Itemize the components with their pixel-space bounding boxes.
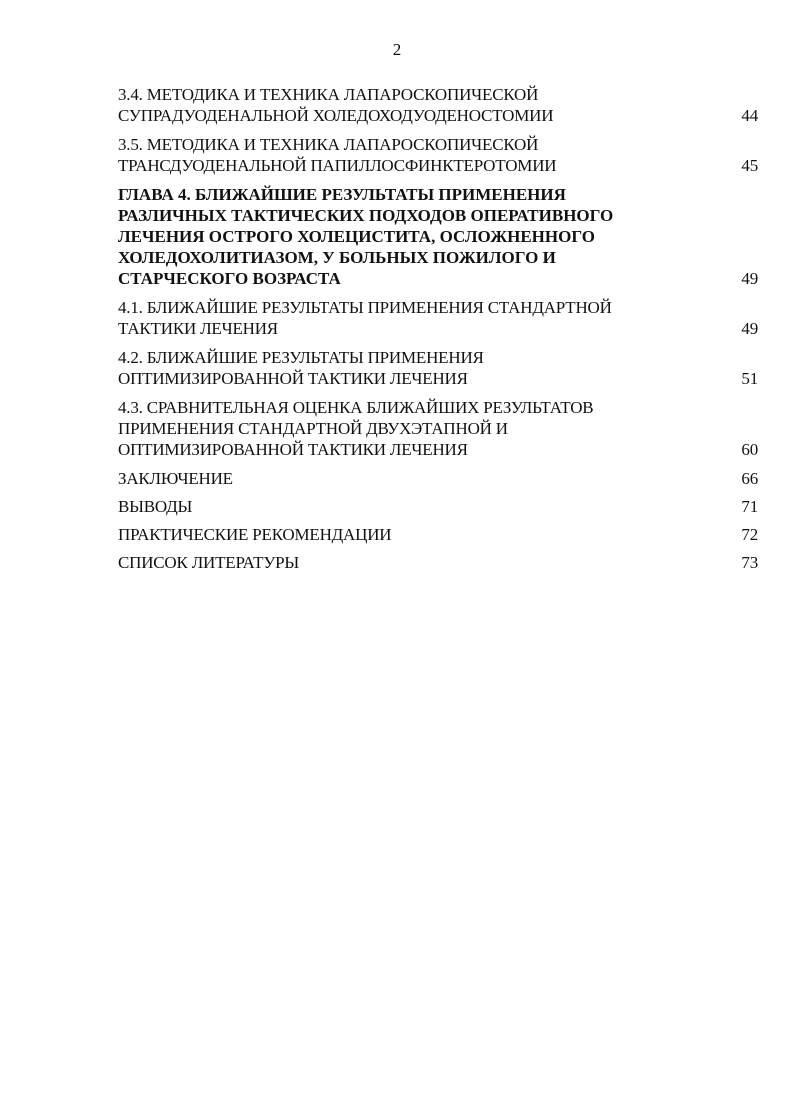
toc-title-line: ОПТИМИЗИРОВАННОЙ ТАКТИКИ ЛЕЧЕНИЯ <box>118 369 468 388</box>
toc-entry-title <box>118 297 703 339</box>
toc-entry-references <box>118 552 758 573</box>
toc-title-line: СПИСОК ЛИТЕРАТУРЫ <box>118 553 300 572</box>
toc-entry-recommendations <box>118 524 758 545</box>
toc-title-line: СУПРАДУОДЕНАЛЬНОЙ ХОЛЕДОХОДУОДЕНОСТОМИИ <box>118 106 554 125</box>
toc-title-line: ЗАКЛЮЧЕНИЕ <box>118 469 233 488</box>
toc-title-line: ГЛАВА 4. БЛИЖАЙШИЕ РЕЗУЛЬТАТЫ ПРИМЕНЕНИЯ <box>118 185 566 204</box>
toc-page-number: 71 <box>741 497 758 516</box>
toc-entry-title <box>118 524 703 545</box>
toc-page-number: 51 <box>741 369 758 388</box>
toc-page-number: 66 <box>741 469 758 488</box>
toc-title-line: 3.4. МЕТОДИКА И ТЕХНИКА ЛАПАРОСКОПИЧЕСКОЙ <box>118 85 539 104</box>
toc-title-line: ТРАНСДУОДЕНАЛЬНОЙ ПАПИЛЛОСФИНКТЕРОТОМИИ <box>118 156 557 175</box>
toc-page-number: 72 <box>741 525 758 544</box>
toc-entry-title <box>118 496 703 517</box>
toc-title-line: ПРАКТИЧЕСКИЕ РЕКОМЕНДАЦИИ <box>118 525 392 544</box>
toc-entry-title <box>118 347 703 389</box>
page-number: 2 <box>392 40 402 59</box>
toc-title-line: 4.3. СРАВНИТЕЛЬНАЯ ОЦЕНКА БЛИЖАЙШИХ РЕЗУЛЬТАТОВ <box>118 398 594 417</box>
toc-title-line: ЛЕЧЕНИЯ ОСТРОГО ХОЛЕЦИСТИТА, ОСЛОЖНЕННОГО <box>118 227 595 246</box>
toc-page-number: 49 <box>741 269 758 288</box>
toc-title-line: 4.1. БЛИЖАЙШИЕ РЕЗУЛЬТАТЫ ПРИМЕНЕНИЯ СТАНДАРТНОЙ <box>118 298 612 317</box>
toc-page-number: 45 <box>741 156 758 175</box>
toc-entry-4-2 <box>118 347 758 389</box>
toc-title-line: СТАРЧЕСКОГО ВОЗРАСТА <box>118 269 341 288</box>
toc-entry-title <box>118 468 703 489</box>
toc-title-line: ВЫВОДЫ <box>118 497 193 516</box>
toc-entry-chapter-4 <box>118 184 758 289</box>
toc-title-line: 4.2. БЛИЖАЙШИЕ РЕЗУЛЬТАТЫ ПРИМЕНЕНИЯ <box>118 348 484 367</box>
toc-entry-title <box>118 134 703 176</box>
toc-page-number: 73 <box>741 553 758 572</box>
toc-entry-title <box>118 184 703 289</box>
toc-title-line: ТАКТИКИ ЛЕЧЕНИЯ <box>118 319 278 338</box>
toc-title-line: ХОЛЕДОХОЛИТИАЗОМ, У БОЛЬНЫХ ПОЖИЛОГО И <box>118 248 556 267</box>
toc-page-number: 60 <box>741 440 758 459</box>
toc-entry-3-4 <box>118 84 758 126</box>
toc-entry-title <box>118 397 703 460</box>
toc-title-line: ОПТИМИЗИРОВАННОЙ ТАКТИКИ ЛЕЧЕНИЯ <box>118 440 468 459</box>
toc-page-number: 44 <box>741 106 758 125</box>
toc-page-number: 49 <box>741 319 758 338</box>
toc-title-line: 3.5. МЕТОДИКА И ТЕХНИКА ЛАПАРОСКОПИЧЕСКОЙ <box>118 135 539 154</box>
toc-entry-4-3 <box>118 397 758 460</box>
toc-entry-findings <box>118 496 758 517</box>
toc-entry-title <box>118 552 703 573</box>
toc-entry-conclusion <box>118 468 758 489</box>
toc-entry-title <box>118 84 703 126</box>
toc-title-line: РАЗЛИЧНЫХ ТАКТИЧЕСКИХ ПОДХОДОВ ОПЕРАТИВНОГО <box>118 206 614 225</box>
table-of-contents <box>118 84 758 580</box>
toc-entry-3-5 <box>118 134 758 176</box>
toc-title-line: ПРИМЕНЕНИЯ СТАНДАРТНОЙ ДВУХЭТАПНОЙ И <box>118 419 508 438</box>
toc-entry-4-1 <box>118 297 758 339</box>
